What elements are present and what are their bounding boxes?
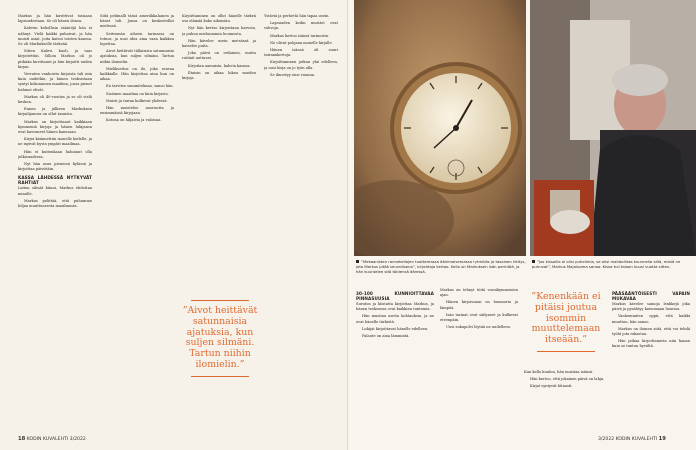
paragraph: En tarvitse suunnitelmaa, sanoo hän. — [106, 84, 174, 89]
left-column-1 — [18, 14, 92, 432]
right-column-4 — [612, 288, 690, 432]
paragraph: Isän tarinat ovat säilyneet ja kulkevat eteenpäin. — [440, 312, 518, 323]
pull-quote-right — [524, 292, 608, 352]
paragraph: Hänen kirjoissaan on huumoria ja lämpöä. — [440, 300, 518, 310]
paragraph: Nyt hän asuu pienessä kylässä ja kirjoittaa päivittäin. — [18, 162, 92, 172]
paragraph: Nyt hän kertoo kirjoistaan harvoin, ja puhuu mieluummin luonnosta. — [182, 26, 256, 36]
section-heading: 30-100 KUNNIOITTAVAA PINNASUUSIA — [356, 291, 434, 301]
paragraph: Sitten Kalevi kuoli, ja taas kirjoitettiin. Silloin Markus oli jo pitkään kuvittanut ja hän kirjoitti uuden kirjan. — [18, 49, 92, 69]
paragraph: Kirjoittaminen jatkuu yhä edelleen, ja uusi kirja on jo työn alla. — [264, 60, 338, 70]
caption-portrait — [532, 260, 692, 270]
paragraph: Hänen isänsä oli suuri tarinankertoja. — [264, 48, 338, 58]
paragraph: Ennen ja jälkeen Markuksen kirjailijanura on ollut tasaista. — [18, 107, 92, 117]
paragraph: Ne olivat pohjana monelle kirjalle. — [270, 40, 333, 45]
paragraph: Verraten vanhoista kirjoista tuli niin kuin uudetkin, ja hänen teoksistaan syntyi kokonainen maailma, jossa pienet hahmot elivät. — [18, 72, 92, 92]
paragraph: Kirjat käännettiin monelle kielelle, ja ne myivät hyvin ympäri maailmaa. — [18, 137, 92, 147]
paragraph: Laitan silmät kiinni, Markus ehdottaa minulle. — [18, 186, 92, 196]
paragraph: Sisäinen maailma on kuin kirjasto. — [106, 91, 169, 96]
page-folio-right — [598, 436, 666, 442]
paragraph: Uusi sukupolvi löytää ne uudelleen. — [446, 325, 511, 330]
paragraph: Muisti ja tarina kulkevat yhdessä. — [106, 98, 168, 103]
paragraph: Joka päivä on erilainen, mutta rutiinit auttavat. — [182, 51, 256, 61]
paragraph: Markus oli 40-vuotias ja se oli vielä kesken. — [18, 94, 92, 105]
pull-quote-text: ”Kenenkään ei pitäisi joutua isommin muuttelemaan itseään.” — [531, 291, 601, 346]
paragraph: Hän muistelee nuoruutta ja ensimmäisiä kirjojaan. — [100, 106, 174, 116]
section-heading: PÄÄSÄÄNTÖISESTI VAPAIN MUKAVAA — [612, 291, 690, 301]
section-heading: KASSA LÄHDESSÄ NYTKYVÄT RAHTIAT — [18, 175, 92, 186]
issue-number: 3/2022 — [598, 437, 615, 442]
issue-number: 3/2022 — [69, 437, 86, 442]
right-page — [348, 0, 696, 450]
paragraph: Markus on tehnyt töitä vuosikymmenien ajan. — [440, 288, 518, 298]
caption-watch-text: ”Mekaanisten rannekellojen tuottamassa äänimaisemassa rytmikäs ja tasainen tikitys, jota Markus pitää seurallisena”, kirjoittaja kertoo. Kello on Markuksen isän perintöä, ja hän kuuntelee sitä töidensä ääressä. — [356, 259, 526, 274]
paragraph: Suruton ja kiistatta kirjoittaa Markus, ja hänen teoksensa ovat kaikkien tuntemia. — [356, 302, 434, 312]
paragraph: Palaute on aina lämmintä. — [362, 334, 410, 339]
paragraph: Ystäviä ja perhettä hän tapaa usein. — [264, 14, 330, 18]
pocket-watch-illustration — [354, 0, 526, 256]
right-column-3 — [524, 370, 608, 432]
paragraph: Markus kävelee samoja lenkkejä joka päivä ja pysähtyy katsomaan luontoa. — [612, 302, 690, 312]
paragraph: Kalevin kehollisia sääntöjä hän ei nähnyt. Vielä kaikki puhuivat, ja hän muisti asiat, joita katsoi toisten kanssa. Se oli Markukselle tärkeää. — [18, 26, 92, 47]
paragraph: Vanhemmiten oppii, että kaikki muuttuu, hän sanoo. — [612, 314, 690, 324]
caption-portrait-text: ”Jos kissoilla ei olisi puhelimia, se olisi mahdollista kuunnella siitä, mistä ne puhuvat”, Markus Majaluoma sanoo. Kissa tuli taloon kuusi vuotta sitten. — [532, 259, 681, 269]
paragraph: Lukijat kirjoittavat hänelle edelleen. — [362, 326, 429, 331]
paragraph: Kirjat syntyvät hitaasti. — [530, 384, 573, 389]
paragraph: Markus ja hän kuvittivat toisiaan lapsuudestaan. Se oli hänen ilonsa. — [18, 14, 92, 24]
portrait-photo — [530, 0, 696, 256]
watch-photo — [354, 0, 526, 256]
paragraph: Markus pelittää, että puhumme hiljaa muuttuneesta maailmasta. — [18, 198, 92, 209]
paragraph: Lapsuuden kodin muistot ovat vahvoja. — [264, 21, 338, 31]
page-number: 18 — [18, 436, 26, 442]
caption-watch — [356, 260, 526, 274]
paragraph: Aivot heittävät tällaisista satunnaisia ajatuksia, kun suljen silmäni. Tartun niihin ilomielin. — [100, 49, 174, 64]
left-column-2 — [100, 14, 174, 432]
paragraph: Hän ei kuitenkaan halunnut olla julkisuudessa. — [18, 149, 92, 159]
page-number: 19 — [658, 436, 666, 442]
paragraph: Kotona on hiljaista ja valoisaa. — [106, 118, 162, 123]
paragraph: Kirjoittaminen on ollut hänelle tärkeä osa elämää koko aikuisiän. — [182, 14, 256, 24]
paragraph: Siitä pelimalli tässä ameriikkalainen ja hänet tuli. Jonsa on keskustellut mielessä. — [100, 14, 174, 29]
paragraph: Mielikuvitus on ilo, joka seuraa kaikkialle. Hän kirjoittaa aina kun on aikaa. — [100, 66, 174, 82]
paragraph: Hän muistaa useita kohtauksia, ja ne ovat hänelle tärkeitä. — [356, 314, 434, 324]
paragraph: Kun kello kuuluu, hän muistaa isänsä. — [524, 370, 594, 374]
right-column-1 — [356, 288, 434, 432]
caption-marker-icon — [356, 260, 359, 263]
paragraph: Hän kävelee usein metsässä ja katselee puita. — [182, 38, 256, 49]
pull-quote-text: ”Aivot heittävät satunnaisia ajatuksia, kun suljen silmäni. Tartun niihin ilomielin.” — [182, 305, 258, 370]
paragraph: Hän jatkaa kirjoittamista niin kauan kuin se tuntuu hyvältä. — [612, 339, 690, 349]
paragraph: Seitsemän aiheen tarinassa on totuus, ja uusi idea aina vaan kaikkea lopettaa. — [100, 31, 174, 47]
paragraph: Markus on iloinen siitä, että voi tehdä työtä jota rakastaa. — [612, 326, 690, 337]
page-folio-left — [18, 436, 86, 442]
paragraph: Se ilmestyy ensi vuonna. — [270, 72, 316, 77]
paragraph: Hän kertoo, että jokainen päivä on lahja. — [530, 377, 605, 382]
left-column-4 — [264, 14, 338, 432]
paragraph: Kirjoitan aamuisin, kahvin kanssa. — [188, 63, 251, 68]
paragraph: Markus on kirjoittanut kaikkiaan kymmeniä kirjoja ja hänen lukijansa ovat kasvaneet hänen kanssaan. — [18, 119, 92, 135]
paragraph: Markus kertoo isänsä tarinoista. — [270, 33, 330, 38]
magazine-name: KODIN KUVALEHTI — [26, 437, 69, 442]
left-column-3 — [182, 14, 256, 276]
portrait-illustration — [530, 0, 696, 256]
pull-quote — [180, 300, 260, 377]
paragraph: Iltaisin on aikaa lukea muiden kirjoja. — [182, 70, 256, 81]
caption-marker-icon — [532, 260, 535, 263]
right-column-2 — [440, 288, 518, 432]
magazine-name: KODIN KUVALEHTI — [615, 437, 658, 442]
